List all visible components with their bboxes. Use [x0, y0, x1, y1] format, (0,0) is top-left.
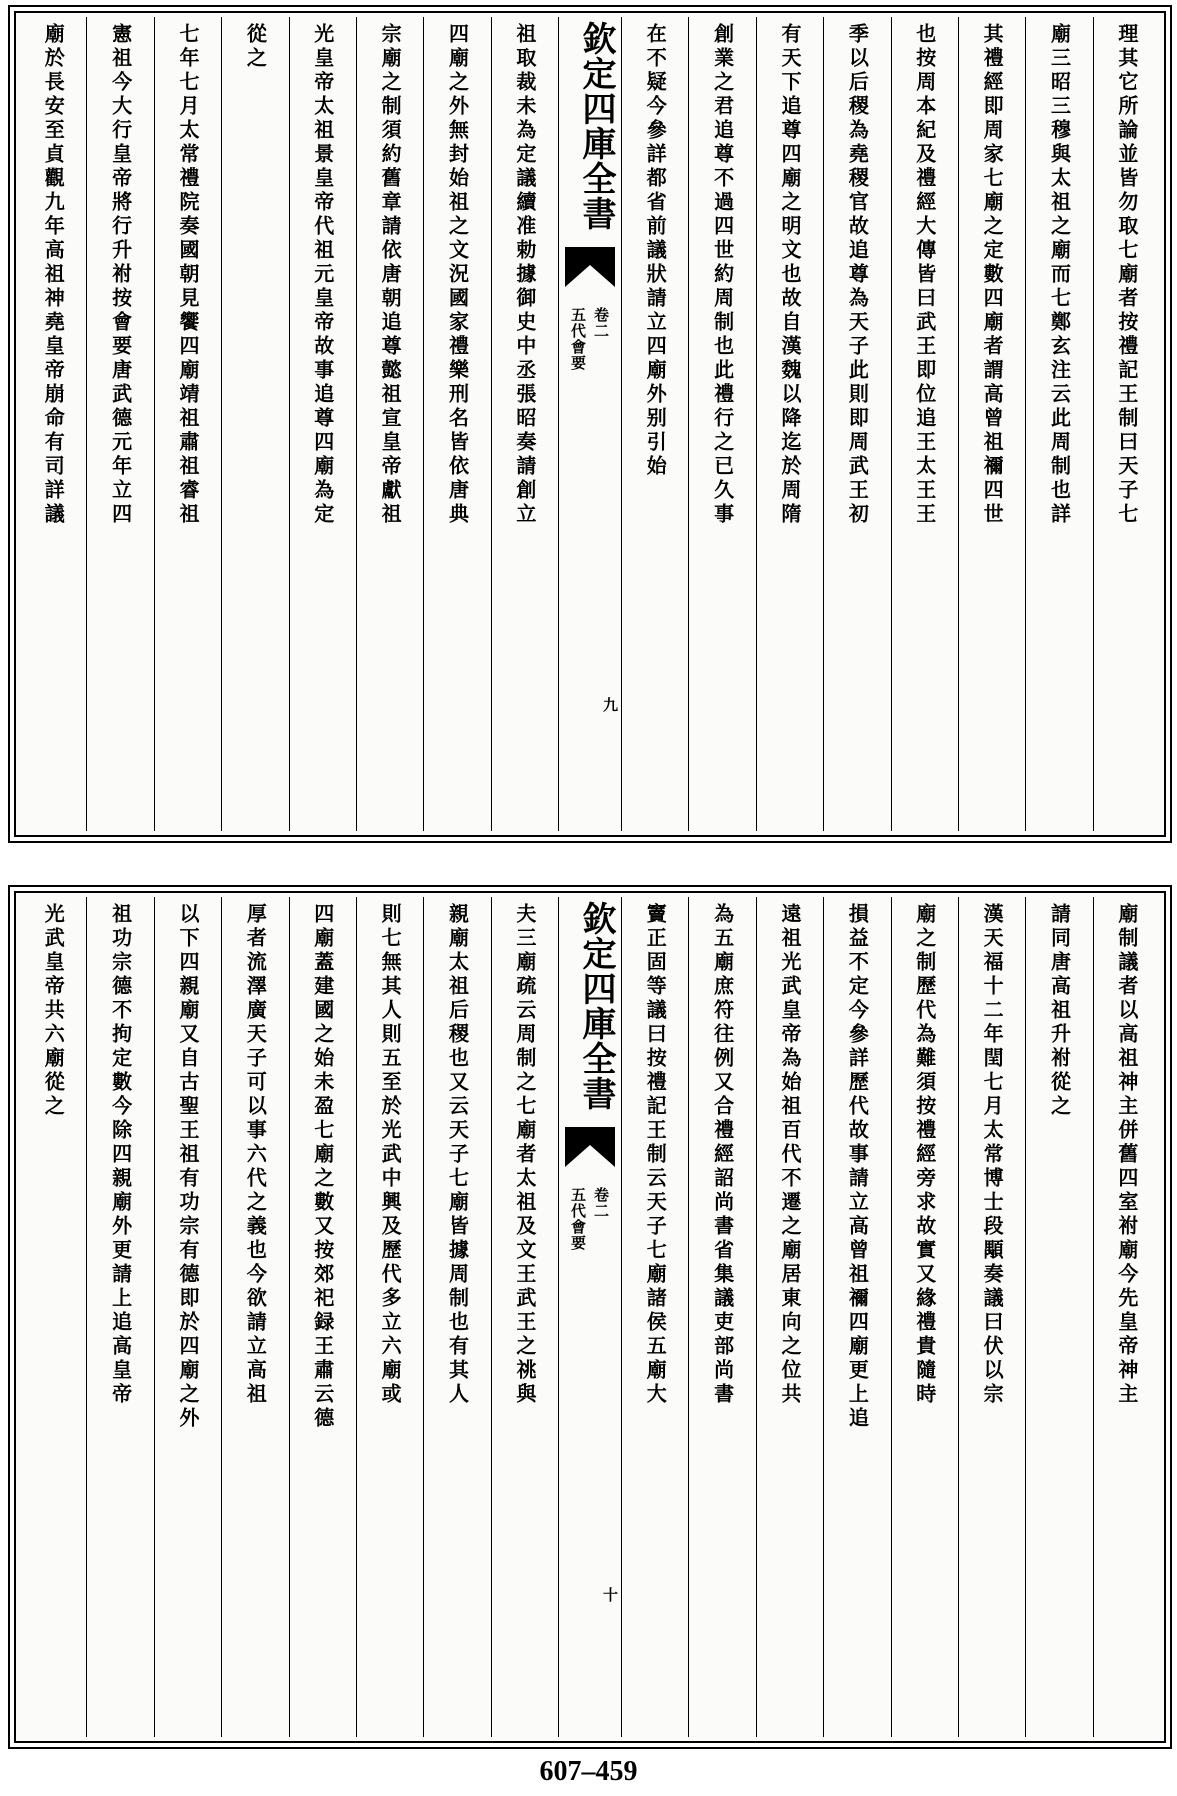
column-text: 憲祖今大行皇帝將行升祔按會要唐武德元年立四 [108, 23, 133, 527]
text-column [891, 897, 958, 1737]
bottom-page [8, 885, 1172, 1749]
text-column [423, 17, 490, 831]
column-text: 損益不定今參詳歷代故事請立高曾祖禰四廟更上追 [845, 903, 870, 1431]
text-column [823, 897, 890, 1737]
folio-number: 十 [601, 1587, 619, 1602]
column-text: 親廟太祖后稷也又云天子七廟皆據周制也有其人 [445, 903, 470, 1407]
text-column [491, 897, 558, 1737]
folio-number: 九 [601, 697, 619, 712]
text-column [289, 897, 356, 1737]
column-text: 漢天福十二年閏七月太常博士段顒奏議曰伏以宗 [980, 903, 1005, 1407]
text-column [823, 17, 890, 831]
page-number: 607–459 [539, 1756, 638, 1787]
fish-tail-mark-icon [565, 1127, 615, 1167]
column-text: 其禮經即周家七廟之定數四廟者謂高曾祖禰四世 [980, 23, 1005, 527]
text-column [356, 897, 423, 1737]
column-text: 夫三廟疏云周制之七廟者太祖及文王武王之祧與 [512, 903, 537, 1407]
column-text: 理其它所論並皆勿取七廟者按禮記王制曰天子七 [1114, 23, 1139, 527]
text-column [891, 17, 958, 831]
column-text: 厚者流澤廣天子可以事六代之義也今欲請立高祖 [243, 903, 268, 1407]
column-text: 四廟之外無封始祖之文況國家禮樂刑名皆依唐典 [445, 23, 470, 527]
column-text: 光武皇帝共六廟從之 [41, 903, 66, 1119]
column-text: 廟制議者以高祖神主併舊四室祔廟今先皇帝神主 [1114, 903, 1139, 1407]
text-column [756, 17, 823, 831]
column-text: 廟之制歷代為難須按禮經旁求故實又緣禮貴隨時 [912, 903, 937, 1407]
text-column [958, 17, 1025, 831]
text-column [20, 897, 86, 1737]
column-text: 請同唐高祖升祔從之 [1047, 903, 1072, 1119]
column-text: 祖取裁未為定議續准勅據御史中丞張昭奏請創立 [512, 23, 537, 527]
column-text: 季以后稷為堯稷官故追尊為天子此則即周武王初 [845, 23, 870, 527]
text-column [154, 17, 221, 831]
column-text: 有天下追尊四廟之明文也故自漢魏以降迄於周隋 [777, 23, 802, 527]
book-title [559, 307, 621, 371]
text-column [756, 897, 823, 1737]
text-column [154, 897, 221, 1737]
text-column [958, 897, 1025, 1737]
column-text: 以下四親廟又自古聖王祖有功宗有德即於四廟之外 [175, 903, 200, 1431]
column-text: 竇正固等議曰按禮記王制云天子七廟諸侯五廟大 [643, 903, 668, 1407]
text-column [221, 897, 288, 1737]
bottom-page-columns [20, 897, 1160, 1737]
column-text: 為五廟庶符往例又合禮經詔尚書省集議吏部尚書 [710, 903, 735, 1407]
column-text: 廟三昭三穆與太祖之廟而七鄭玄注云此周制也詳 [1047, 23, 1072, 527]
text-column [491, 17, 558, 831]
column-text: 四廟蓋建國之始未盈七廟之數又按郊祀録王肅云德 [310, 903, 335, 1431]
book-name: 五代會要 [569, 307, 587, 371]
text-column [621, 17, 688, 831]
column-text: 七年七月太常禮院奏國朝見饗四廟靖祖肅祖睿祖 [175, 23, 200, 527]
column-text: 光皇帝太祖景皇帝代祖元皇帝故事追尊四廟為定 [310, 23, 335, 527]
column-text: 祖功宗德不拘定數今除四親廟外更請上追高皇帝 [108, 903, 133, 1407]
top-page-columns [20, 17, 1160, 831]
column-text: 廟於長安至貞觀九年高祖神堯皇帝崩命有司詳議 [41, 23, 66, 527]
text-column [289, 17, 356, 831]
text-column [1025, 897, 1092, 1737]
text-column [621, 897, 688, 1737]
center-fold [558, 897, 621, 1737]
column-text: 在不疑今參詳都省前議狀請立四廟外别引始 [643, 23, 668, 479]
text-column [688, 897, 755, 1737]
text-column [1093, 17, 1160, 831]
text-column [1025, 17, 1092, 831]
text-column [423, 897, 490, 1737]
text-column [86, 897, 153, 1737]
center-fold [558, 17, 621, 831]
juan-number: 卷二 [592, 307, 610, 339]
text-column [20, 17, 86, 831]
column-text: 遠祖光武皇帝為始祖百代不遷之廟居東向之位共 [777, 903, 802, 1407]
book-title [559, 1187, 621, 1251]
library-title: 欽定四庫全書 [576, 901, 616, 1111]
text-column [86, 17, 153, 831]
text-column [356, 17, 423, 831]
book-name: 五代會要 [569, 1187, 587, 1251]
column-text: 則七無其人則五至於光武中興及歷代多立六廟或 [378, 903, 403, 1407]
column-text: 宗廟之制須約舊章請依唐朝追尊懿祖宣皇帝獻祖 [378, 23, 403, 527]
column-text: 從之 [243, 23, 268, 71]
text-column [688, 17, 755, 831]
text-column [221, 17, 288, 831]
text-column [1093, 897, 1160, 1737]
juan-number: 卷二 [592, 1187, 610, 1219]
column-text: 也按周本紀及禮經大傳皆曰武王即位追王太王王 [912, 23, 937, 527]
top-page [8, 5, 1172, 843]
library-title: 欽定四庫全書 [576, 21, 616, 231]
fish-tail-mark-icon [565, 247, 615, 287]
column-text: 創業之君追尊不過四世約周制也此禮行之已久事 [710, 23, 735, 527]
